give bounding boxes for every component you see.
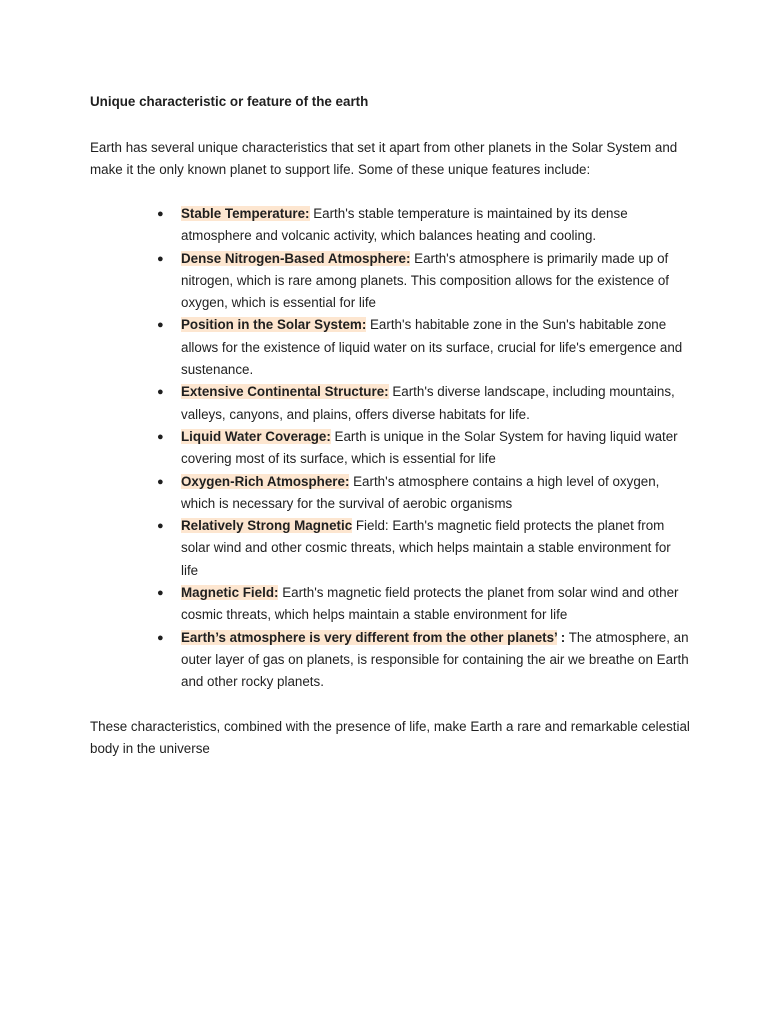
list-item [90, 627, 690, 694]
feature-text: Earth's habitable zone in the Sun's habitable zone allows for the existence of liquid water on its surface, crucial for life's emergence and sustenance. [181, 317, 683, 378]
bullet-icon: ● [157, 631, 164, 644]
bullet-icon: ● [157, 587, 164, 600]
feature-heading: Relatively Strong Magnetic [181, 518, 353, 534]
list-item [90, 426, 690, 471]
feature-text: Field: Earth's magnetic field protects the planet from solar wind and other cosmic threats, which helps maintain a stable environment for life [181, 518, 671, 578]
feature-heading: Earth’s atmosphere is very different from the other planets’ [181, 629, 558, 645]
feature-text: Earth's atmosphere contains a high level of oxygen, which is necessary for the survival of aerobic organisms [181, 473, 660, 511]
feature-text: The atmosphere, an outer layer of gas on planets, is responsible for containing the air we breathe on Earth and other rocky planets. [181, 629, 689, 690]
bullet-icon: ● [157, 475, 164, 488]
bullet-icon: ● [157, 386, 164, 399]
list-item [90, 203, 690, 248]
feature-text: Earth's diverse landscape, including mountains, valleys, canyons, and plains, offers diverse habitats for life. [181, 384, 675, 422]
bullet-icon: ● [157, 430, 164, 443]
feature-text: Earth is unique in the Solar System for having liquid water covering most of its surface, which is essential for life [181, 428, 678, 467]
document-title: Unique characteristic or feature of the earth [90, 94, 369, 109]
feature-text: Earth's atmosphere is primarily made up of nitrogen, which is rare among planets. This composition allows for the existence of oxygen, which is essential for life [181, 250, 670, 311]
feature-heading: Extensive Continental Structure: [181, 384, 389, 400]
feature-heading: Oxygen-Rich Atmosphere: [181, 473, 350, 489]
bullet-icon: ● [157, 319, 164, 332]
list-item [90, 515, 690, 582]
feature-text: Earth's stable temperature is maintained by its dense atmosphere and volcanic activity, which balances heating and cooling. [181, 206, 628, 244]
feature-heading: Stable Temperature: [181, 206, 310, 221]
list-item [90, 381, 690, 426]
feature-list [90, 203, 690, 694]
feature-heading: Dense Nitrogen-Based Atmosphere: [181, 250, 411, 266]
feature-text: Earth's magnetic field protects the planet from solar wind and other cosmic threats, which helps maintain a stable environment for life [181, 585, 679, 623]
list-item [90, 582, 690, 627]
bullet-icon: ● [157, 208, 164, 220]
outro-paragraph: These characteristics, combined with the presence of life, make Earth a rare and remarkable celestial body in the universe [90, 719, 690, 757]
list-item [90, 248, 690, 315]
list-item [90, 314, 690, 381]
intro-paragraph: Earth has several unique characteristics that set it apart from other planets in the Solar System and make it the only known planet to support life. Some of these unique features include: [90, 140, 678, 178]
bullet-icon: ● [157, 520, 164, 533]
feature-heading: Position in the Solar System: [181, 317, 367, 333]
feature-heading: Magnetic Field: [181, 585, 279, 601]
feature-heading: Liquid Water Coverage: [181, 428, 331, 444]
feature-heading-suffix: : [557, 629, 566, 645]
bullet-icon: ● [157, 252, 164, 265]
list-item [90, 471, 690, 516]
